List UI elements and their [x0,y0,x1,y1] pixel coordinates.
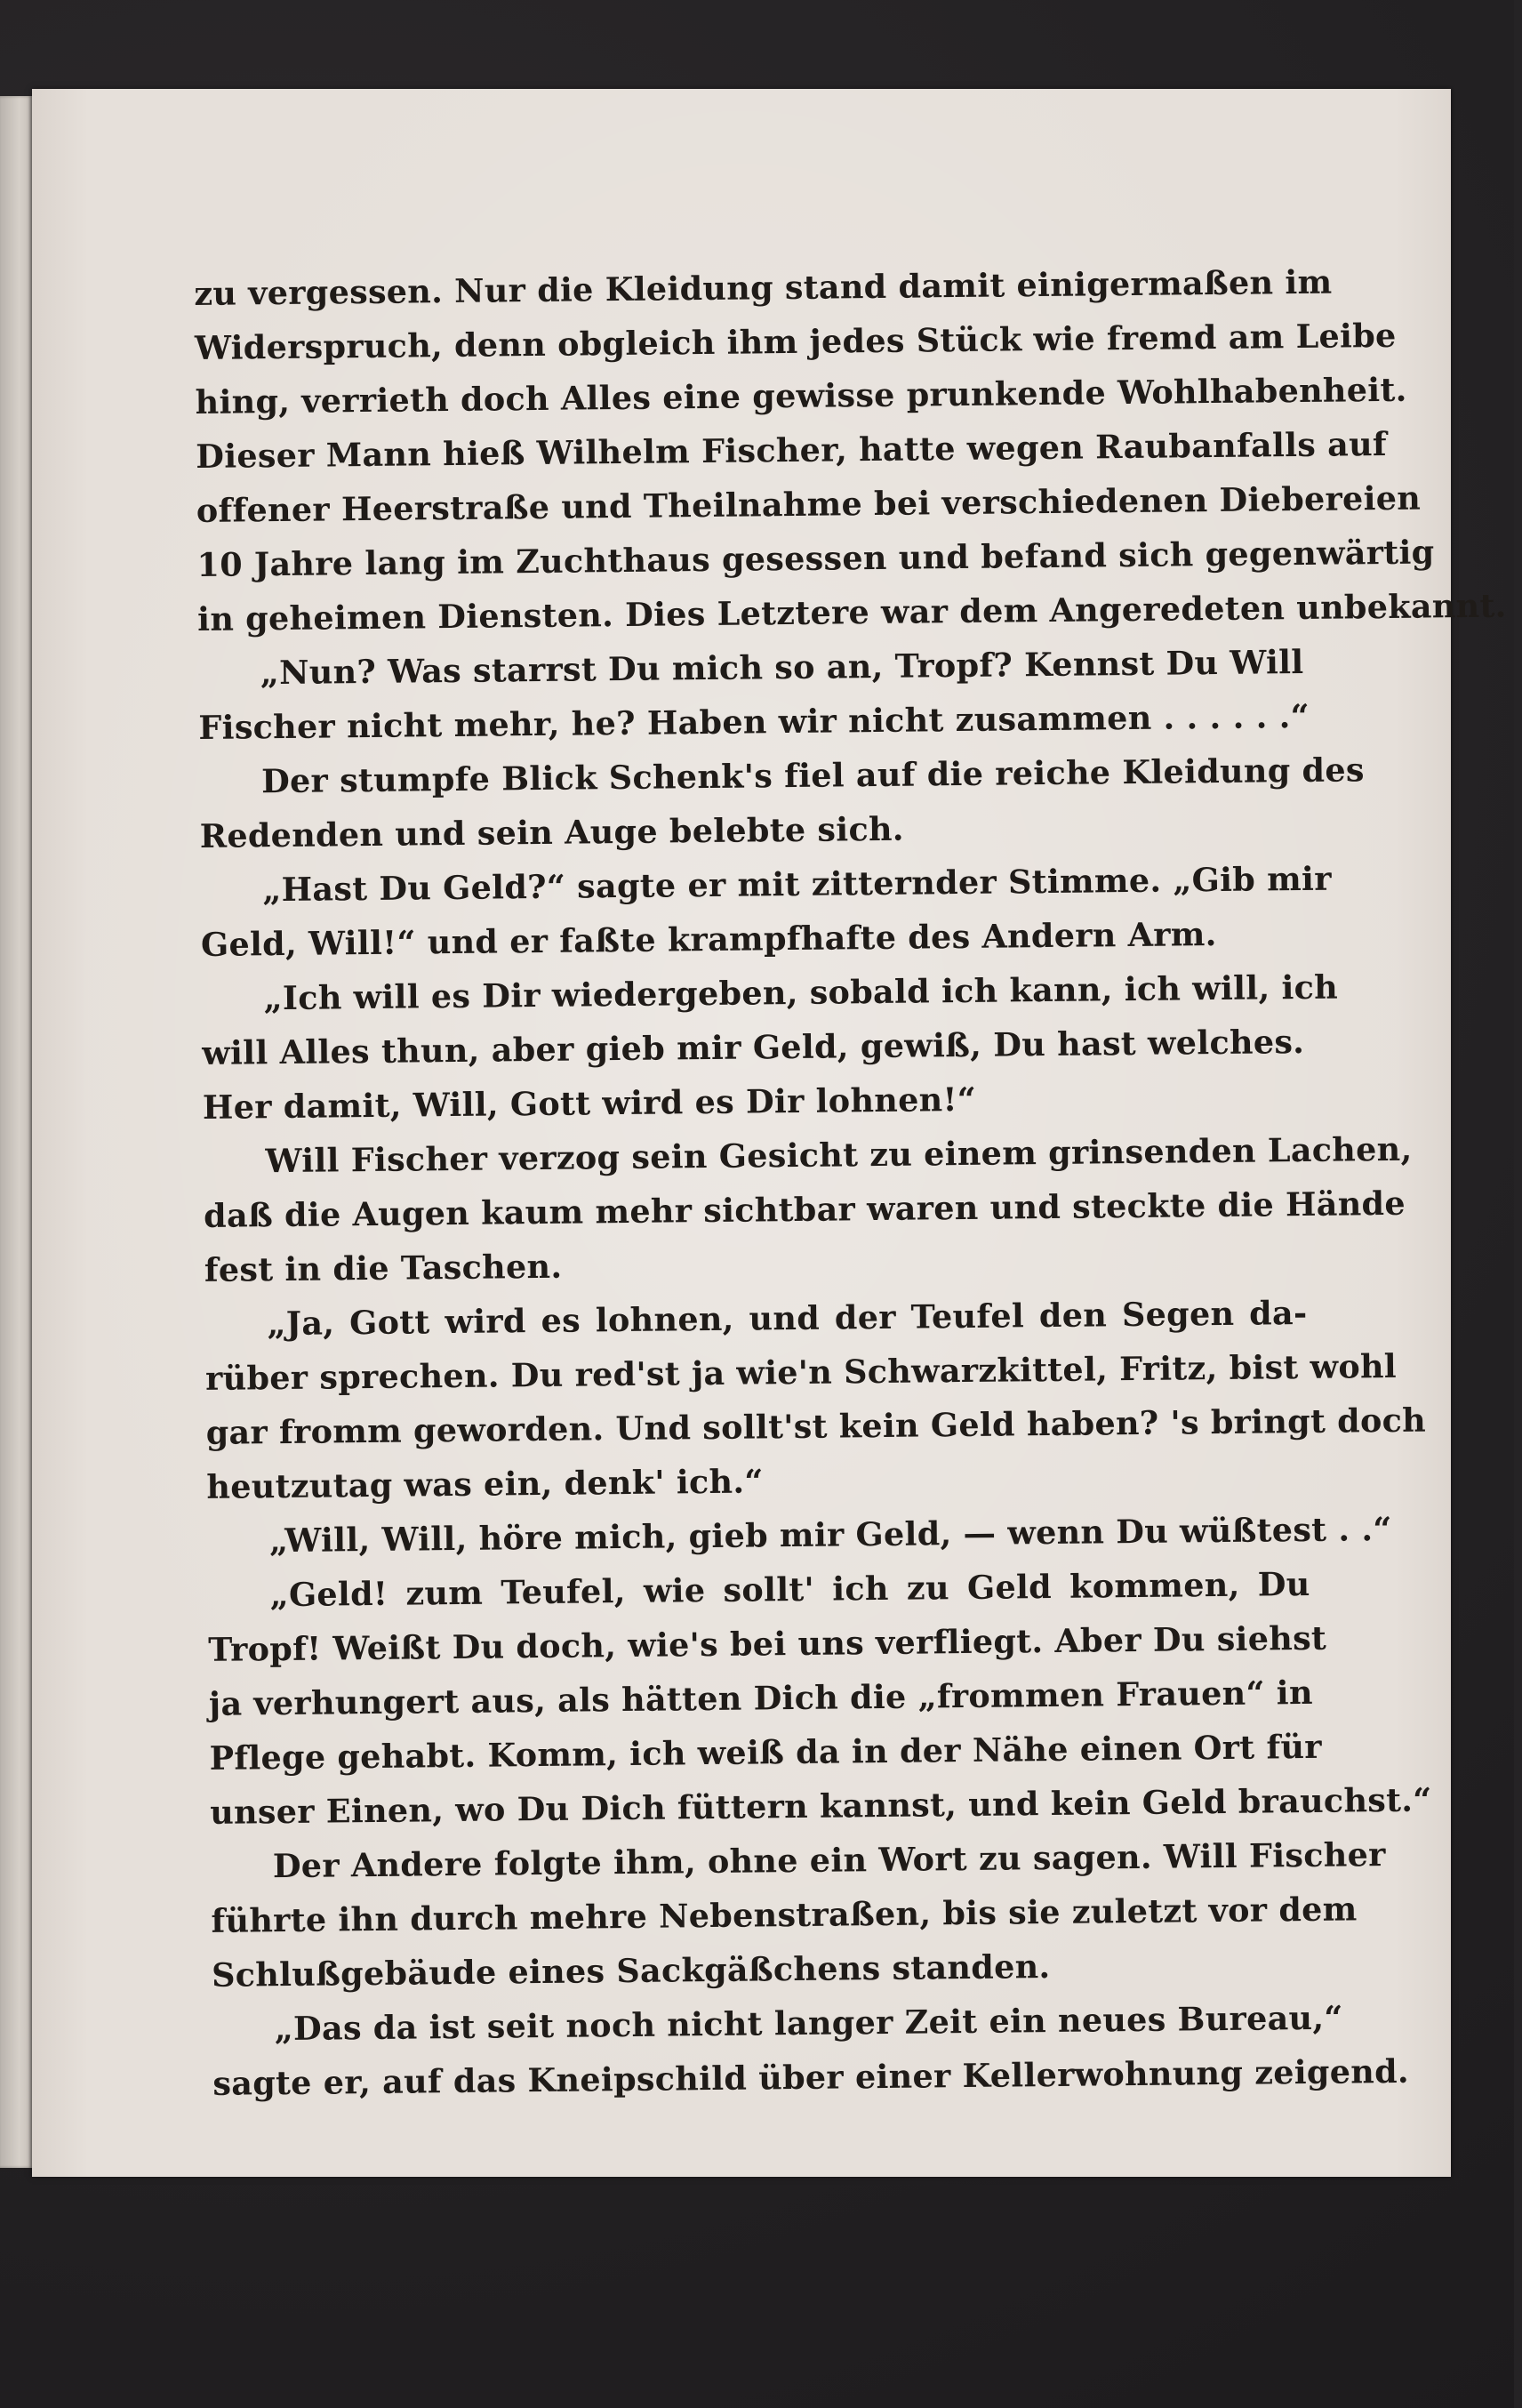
body-text [194,255,1507,2111]
text-line: ja verhungert aus, als hätten Dich die „frommen Frauen“ in [208,1673,1314,1723]
text-line: will Alles thun, aber gieb mir Geld, gewiß, Du hast welches. [202,1022,1305,1072]
text-line: „Hast Du Geld?“ sagte er mit zitternder Stimme. „Gib mir [262,859,1332,910]
text-line: zu vergessen. Nur die Kleidung stand damit einigermaßen im [194,262,1333,313]
text-line: daß die Augen kaum mehr sichtbar waren und steckte die Hände [203,1184,1406,1235]
text-line: Widerspruch, denn obgleich ihm jedes Stück wie fremd am Leibe [194,316,1397,367]
text-line: Schlußgebäude eines Sackgäßchens standen. [211,1947,1051,1995]
book-page [32,89,1507,2177]
text-line: Tropf! Weißt Du doch, wie's bei uns verfliegt. Aber Du siehst [208,1618,1327,1669]
text-line: 10 Jahre lang im Zuchthaus gesessen und befand sich gegenwärtig [196,533,1435,584]
text-line: in geheimen Diensten. Dies Letztere war dem Angeredeten unbekannt. [196,586,1507,638]
text-line: „Ich will es Dir wiedergeben, sobald ich kann, ich will, ich [263,967,1339,1018]
text-line: führte ihn durch mehre Nebenstraßen, bis sie zuletzt vor dem [211,1890,1358,1940]
text-line: hing, verrieth doch Alles eine gewisse prunkende Wohlhabenheit. [195,370,1407,421]
text-line: „Das da ist seit noch nicht langer Zeit ein neues Bureau,“ [274,1998,1343,2049]
text-line: Der Andere folgte ihm, ohne ein Wort zu sagen. Will Fischer [272,1835,1386,1886]
facing-page-edge [0,96,32,2168]
text-line: „Ja, Gott wird es lohnen, und der Teufel den Segen da- [267,1293,1308,1344]
text-line: offener Heerstraße und Theilnahme bei verschiedenen Diebereien [196,478,1422,530]
text-line: „Will, Will, höre mich, gieb mir Geld, — wenn Du wüßtest . .“ [268,1509,1392,1561]
text-line: Fischer nicht mehr, he? Haben wir nicht zusammen . . . . . .“ [198,696,1310,747]
text-line: Der stumpfe Blick Schenk's fiel auf die reiche Kleidung des [260,750,1365,801]
text-line: Pflege gehabt. Komm, ich weiß da in der Nähe einen Ort für [209,1727,1323,1778]
text-line: Her damit, Will, Gott wird es Dir lohnen!“ [202,1080,977,1127]
text-line: Redenden und sein Auge belebte sich. [199,809,905,855]
text-line: fest in die Taschen. [204,1247,563,1289]
text-line: Will Fischer verzog sein Gesicht zu einem grinsenden Lachen, [265,1129,1413,1181]
text-line: „Nun? Was starrst Du mich so an, Tropf? Kennst Du Will [260,642,1304,693]
text-line: rüber sprechen. Du red'st ja wie'n Schwarzkittel, Fritz, bist wohl [204,1346,1398,1398]
text-line: unser Einen, wo Du Dich füttern kannst, und kein Geld brauchst.“ [209,1780,1432,1832]
text-line: gar fromm geworden. Und sollt'st kein Geld haben? 's bringt doch [205,1401,1427,1452]
text-line: sagte er, auf das Kneipschild über einer Kellerwohnung zeigend. [212,2051,1410,2103]
text-line: Geld, Will!“ und er faßte krampfhafte des Andern Arm. [200,914,1217,964]
text-line: heutzutag was ein, denk' ich.“ [206,1462,764,1506]
text-line: Dieser Mann hieß Wilhelm Fischer, hatte wegen Raubanfalls auf [196,424,1388,476]
text-line: „Geld! zum Teufel, wie sollt' ich zu Geld kommen, Du [269,1564,1310,1615]
